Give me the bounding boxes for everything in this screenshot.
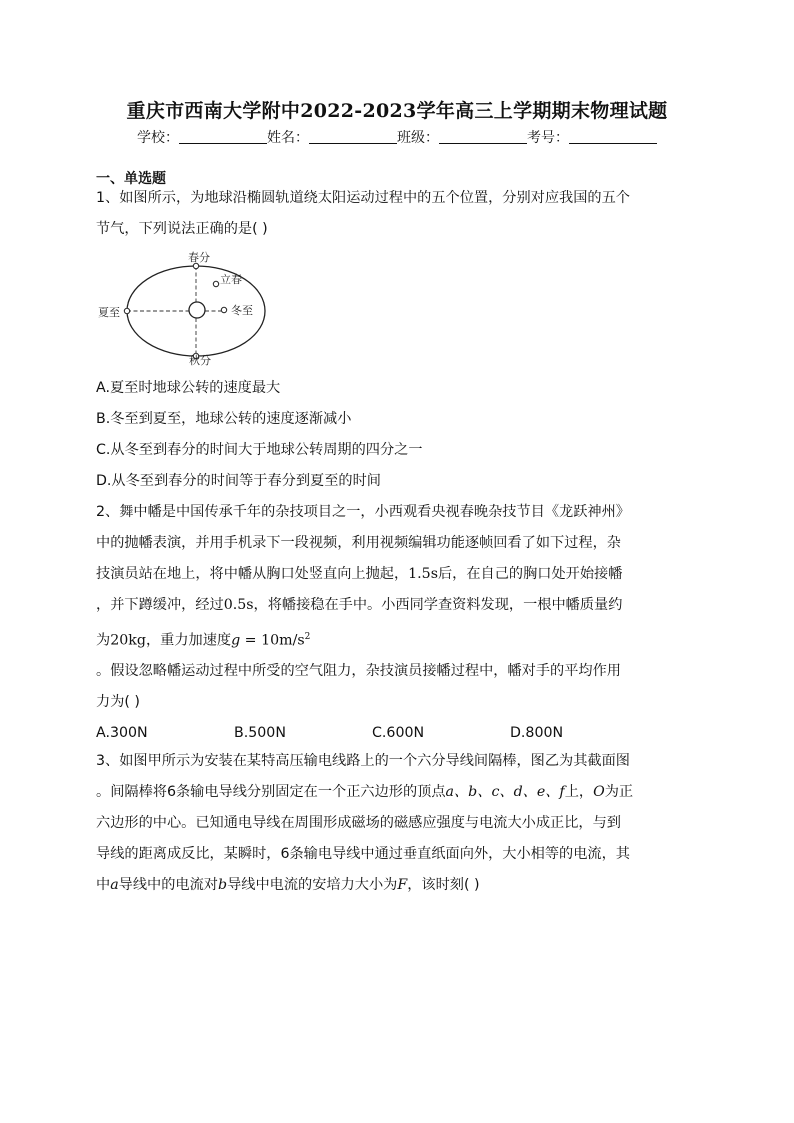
number-label: 考号：	[527, 130, 569, 146]
class-blank	[439, 129, 527, 144]
q3-line-3: 六边形的中心。已知通电导线在周围形成磁场的磁感应强度与电流大小成正比，与到	[96, 815, 621, 831]
q3-line-4: 导线的距离成反比，某瞬时，6条输电导线中通过垂直纸面向外，大小相等的电流，其	[96, 846, 630, 862]
q2-line-6: 。假设忽略幡运动过程中所受的空气阻力，杂技演员接幡过程中，幡对手的平均作用	[96, 663, 621, 679]
q2-time-2: 0.5s	[223, 597, 254, 613]
q2-line-5-text-a: 为	[96, 632, 111, 649]
q3-line-1: 3、如图甲所示为安装在某特高压输电线路上的一个六分导线间隔棒，图乙为其截面图	[96, 753, 630, 769]
label-dongzhi: 冬至	[231, 304, 253, 317]
q1-line-1: 1、如图所示，为地球沿椭圆轨道绕太阳运动过程中的五个位置，分别对应我国的五个	[96, 190, 630, 206]
q1-option-b: B.冬至到夏至，地球公转的速度逐渐减小	[96, 411, 352, 427]
q2-gravity-exponent: 2	[304, 632, 311, 642]
point-lichun	[213, 281, 218, 286]
q3-wire-a: a	[110, 877, 119, 893]
q3-line-2-text-a: 。间隔棒将6条输电导线分别固定在一个正六边形的顶点	[96, 784, 446, 800]
q2-gravity-value: = 10m/s	[240, 632, 305, 649]
q1-option-d: D.从冬至到春分的时间等于春分到夏至的时间	[96, 473, 381, 489]
number-blank	[569, 129, 657, 144]
q2-line-3-text-a: 技演员站在地上，将中幡从胸口处竖直向上抛起，	[96, 566, 409, 582]
q3-vertex-letters: a、b、c、d、e、f	[445, 784, 565, 800]
q3-wire-b: b	[218, 877, 228, 893]
q2-line-4-text-b: ，将幡接稳在手中。小西同学查资料发现，一根中幡质量约	[253, 597, 623, 613]
q2-line-5-text-b: ，重力加速度	[145, 632, 232, 649]
label-chunfen: 春分	[188, 251, 210, 264]
q2-line-3-text-b: 后，在自己的胸口处开始接幡	[437, 566, 623, 582]
q3-line-5-text-c: 导线中电流的安培力大小为	[227, 877, 398, 893]
section-heading: 一、单选题	[96, 171, 166, 187]
document-title: 重庆市西南大学附中2022-2023学年高三上学期期末物理试题	[126, 100, 668, 122]
q2-option-d: D.800N	[510, 725, 564, 741]
q3-center-symbol: O	[593, 784, 605, 800]
school-blank	[179, 129, 267, 144]
q2-option-b: B.500N	[234, 725, 286, 741]
q3-line-5	[96, 870, 706, 900]
point-chunfen	[193, 263, 198, 268]
q2-mass: 20kg	[110, 632, 146, 649]
q3-line-5-text-a: 中	[96, 877, 111, 893]
q2-line-3	[96, 559, 706, 589]
name-blank	[309, 129, 397, 144]
point-xiazhi	[124, 308, 129, 313]
q2-line-4	[96, 590, 706, 620]
label-qiufen: 秋分	[189, 354, 211, 367]
school-label: 学校：	[137, 130, 179, 146]
sun-circle	[189, 302, 205, 318]
q3-line-5-text-b: 导线中的电流对	[118, 877, 218, 893]
q1-line-2: 节气，下列说法正确的是( )	[96, 221, 268, 237]
q3-line-2-text-c: 为正	[604, 784, 634, 800]
point-dongzhi	[221, 307, 226, 312]
q1-option-a: A.夏至时地球公转的速度最大	[96, 380, 281, 396]
student-info-line	[0, 127, 794, 147]
q3-force-symbol: F	[397, 877, 408, 893]
q3-line-2-text-b: 上，	[564, 784, 594, 800]
q2-line-7: 力为( )	[96, 694, 140, 710]
q3-line-5-text-d: ，该时刻( )	[407, 877, 480, 893]
q1-option-c: C.从冬至到春分的时间大于地球公转周期的四分之一	[96, 442, 423, 458]
label-lichun: 立春	[220, 273, 242, 286]
q2-line-2: 中的抛幡表演，并用手机录下一段视频，利用视频编辑功能逐帧回看了如下过程，杂	[96, 535, 621, 551]
orbit-figure	[94, 248, 266, 368]
label-xiazhi: 夏至	[98, 306, 120, 319]
q2-gravity-symbol: g	[231, 632, 241, 649]
q2-option-c: C.600N	[372, 725, 425, 741]
q2-time-1: 1.5s	[408, 566, 438, 582]
q2-option-a: A.300N	[96, 725, 148, 741]
q2-line-5	[96, 622, 706, 656]
q2-line-1: 2、舞中幡是中国传承千年的杂技项目之一，小西观看央视春晚杂技节目《龙跃神州》	[96, 504, 630, 520]
q3-line-2	[96, 777, 706, 807]
class-label: 班级：	[397, 130, 439, 146]
q2-line-4-text-a: ，并下蹲缓冲，经过	[96, 597, 224, 613]
name-label: 姓名：	[267, 130, 309, 146]
